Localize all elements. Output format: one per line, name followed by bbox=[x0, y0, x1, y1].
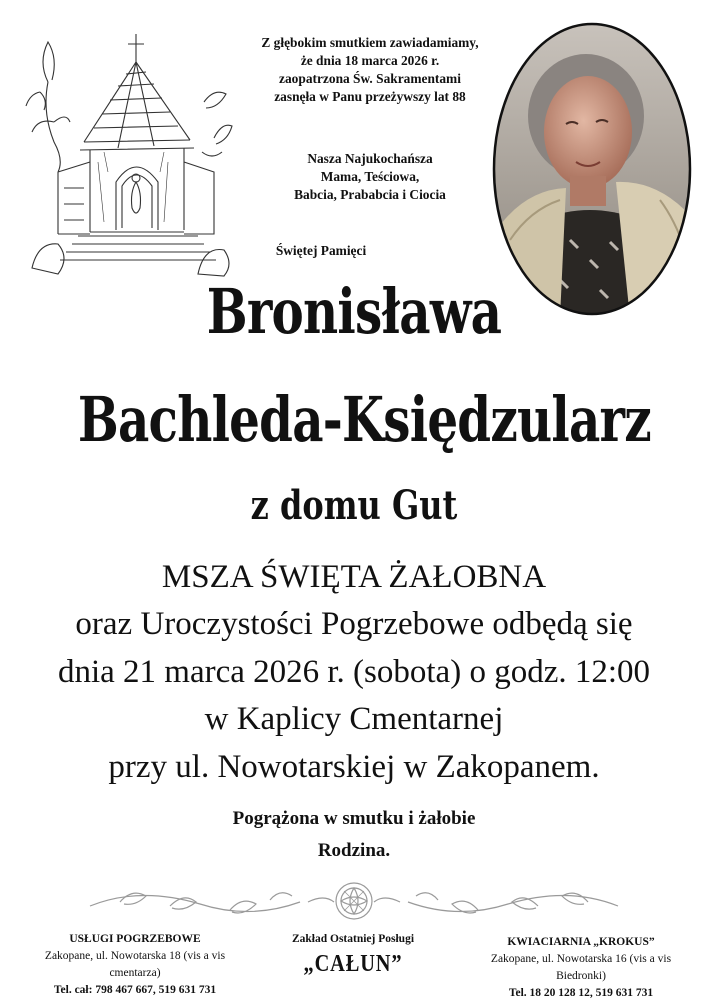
intro-text bbox=[225, 34, 515, 106]
mass-info-line: dnia 21 marca 2026 r. (sobota) o godz. 12:00 bbox=[57, 654, 651, 690]
memory-label: Świętej Pamięci bbox=[275, 243, 367, 258]
family-line: Nasza Najukochańsza bbox=[307, 151, 433, 166]
mass-info-line: oraz Uroczystości Pogrzebowe odbędą się bbox=[75, 606, 633, 642]
deceased-surname: Bachleda-Księdzularz bbox=[77, 383, 651, 456]
maiden-name: z domu Gut bbox=[250, 482, 458, 529]
florist-contact bbox=[468, 934, 694, 1002]
funeral-services-title: USŁUGI POGRZEBOWE bbox=[69, 933, 201, 945]
mass-info-line: przy ul. Nowotarskiej w Zakopanem. bbox=[108, 749, 600, 785]
mourners-line: Pogrążona w smutku i żałobie bbox=[232, 808, 476, 829]
family-relation-text bbox=[235, 150, 505, 204]
florist-title: KWIACIARNIA „KROKUS” bbox=[507, 936, 655, 948]
intro-line: że dnia 18 marca 2026 r. bbox=[300, 53, 440, 68]
mass-info-line: w Kaplicy Cmentarnej bbox=[204, 701, 504, 737]
florist-address: Zakopane, ul. Nowotarska 16 (vis a vis Biedronki) bbox=[490, 953, 672, 982]
mass-title: MSZA ŚWIĘTA ŻAŁOBNA bbox=[161, 559, 547, 595]
chapel-sketch-icon bbox=[18, 22, 240, 280]
intro-line: zasnęła w Panu przeżywszy lat 88 bbox=[274, 89, 466, 104]
funeral-services-phone: Tel. cał: 798 467 667, 519 631 731 bbox=[53, 984, 217, 996]
family-line: Babcia, Prababcia i Ciocia bbox=[294, 187, 446, 202]
funeral-services-contact bbox=[24, 931, 246, 999]
deceased-first-name: Bronisława bbox=[206, 275, 502, 348]
funeral-home-contact bbox=[258, 931, 448, 980]
intro-line: zaopatrzona Św. Sakramentami bbox=[279, 71, 461, 86]
floral-ornament-icon bbox=[80, 876, 628, 926]
funeral-home-title: Zakład Ostatniej Posługi bbox=[291, 933, 415, 945]
family-line: Mama, Teściowa, bbox=[320, 169, 420, 184]
intro-line: Z głębokim smutkiem zawiadamiamy, bbox=[261, 35, 479, 50]
funeral-services-address: Zakopane, ul. Nowotarska 18 (vis a vis cmentarza) bbox=[44, 950, 226, 979]
florist-phone: Tel. 18 20 128 12, 519 631 731 bbox=[508, 987, 654, 999]
mourners-signature: Rodzina. bbox=[317, 840, 391, 861]
funeral-home-name: „CAŁUN” bbox=[303, 951, 403, 977]
